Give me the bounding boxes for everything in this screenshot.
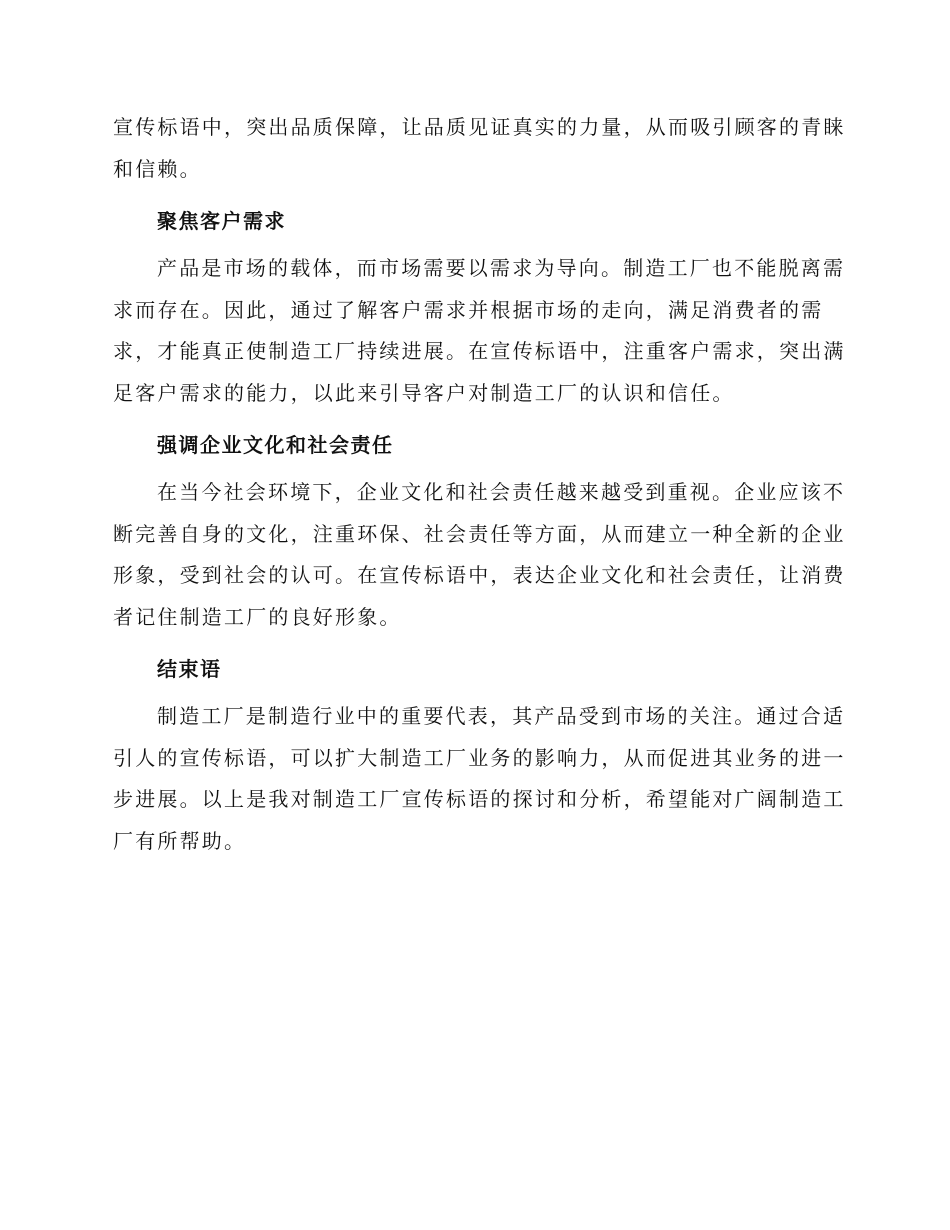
section-paragraph xyxy=(113,696,846,862)
section-heading: 聚焦客户需求 xyxy=(157,209,286,233)
paragraph-line: 引人的宣传标语，可以扩大制造工厂业务的影响力，从而促进其业务的进一 xyxy=(113,745,846,770)
section-heading: 结束语 xyxy=(157,657,222,681)
paragraph-line: 形象，受到社会的认可。在宣传标语中，表达企业文化和社会责任，让消费 xyxy=(113,563,846,587)
paragraph-line: 断完善自身的文化，注重环保、社会责任等方面，从而建立一种全新的企业 xyxy=(113,521,846,546)
intro-paragraph xyxy=(113,107,846,190)
document-page xyxy=(113,107,846,862)
paragraph-line: 厂有所帮助。 xyxy=(113,828,247,853)
section-heading: 强调企业文化和社会责任 xyxy=(157,433,394,457)
section-paragraph xyxy=(113,472,846,638)
paragraph-line: 产品是市场的载体，而市场需要以需求为导向。制造工厂也不能脱离需 xyxy=(157,256,846,280)
paragraph-line: 求，才能真正使制造工厂持续进展。在宣传标语中，注重客户需求，突出满 xyxy=(113,339,846,363)
paragraph-line: 制造工厂是制造行业中的重要代表，其产品受到市场的关注。通过合适 xyxy=(157,704,846,728)
paragraph-line: 步进展。以上是我对制造工厂宣传标语的探讨和分析，希望能对广阔制造工 xyxy=(113,787,846,811)
paragraph-line: 足客户需求的能力，以此来引导客户对制造工厂的认识和信任。 xyxy=(113,380,735,405)
paragraph-line: 和信赖。 xyxy=(113,156,202,181)
paragraph-line: 宣传标语中，突出品质保障，让品质见证真实的力量，从而吸引顾客的青睐 xyxy=(113,115,846,139)
paragraph-line: 在当今社会环境下，企业文化和社会责任越来越受到重视。企业应该不 xyxy=(157,480,846,504)
section-paragraph xyxy=(113,248,846,414)
paragraph-line: 求而存在。因此，通过了解客户需求并根据市场的走向，满足消费者的需 xyxy=(113,297,824,322)
paragraph-line: 者记住制造工厂的良好形象。 xyxy=(113,604,402,629)
